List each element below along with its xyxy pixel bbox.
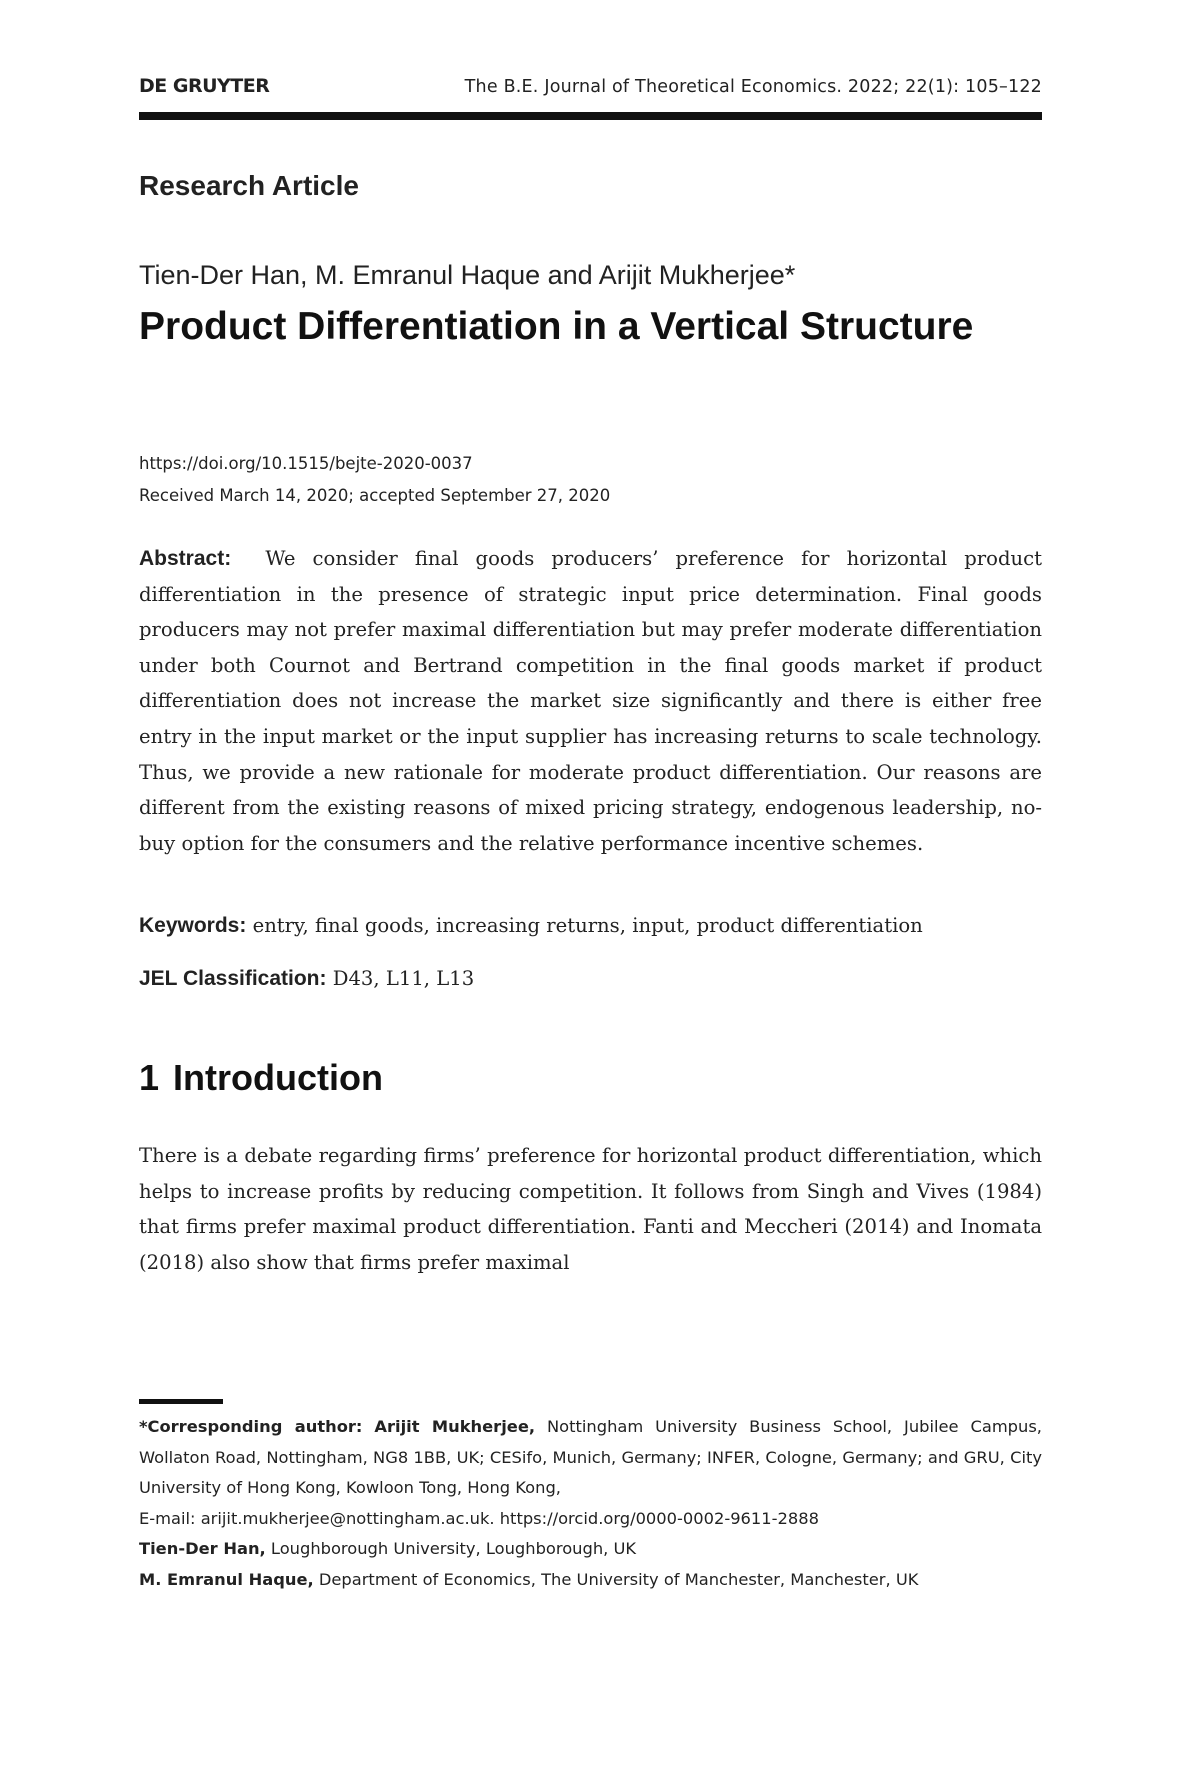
abstract xyxy=(139,541,1042,861)
corresponding-label: *Corresponding author: xyxy=(139,1417,363,1436)
footnote-corresponding xyxy=(139,1412,1042,1504)
article-type: Research Article xyxy=(139,170,359,201)
abstract-label: Abstract: xyxy=(139,547,232,570)
jel-label: JEL Classification: xyxy=(139,967,327,990)
author3-affiliation: Department of Economics, The University of Manchester, Manchester, UK xyxy=(318,1569,919,1589)
footnote-author2 xyxy=(139,1534,1042,1565)
article-title: Product Differentiation in a Vertical Structure xyxy=(139,305,974,348)
footnotes xyxy=(139,1412,1042,1595)
introduction-paragraph: There is a debate regarding firms’ preference for horizontal product differentiation, which helps to increase profits by reducing competition. It follows from Singh and Vives (1984) that firms prefer maximal product differentiation. Fanti and Meccheri (2014) and Inomata (2018) also show that firms prefer maximal xyxy=(139,1144,1042,1274)
footnote-email[interactable]: E-mail: arijit.mukherjee@nottingham.ac.uk. https://orcid.org/0000-0002-9611-2888 xyxy=(139,1508,819,1528)
abstract-text: We consider final goods producers’ preference for horizontal product differentiation in the presence of strategic input price determination. Final goods producers may not prefer maximal differentiation but may prefer moderate differentiation under both Cournot and Bertrand competition in the final goods market if product differentiation does not increase the market size significantly and there is either free entry in the input market or the input supplier has increasing returns to scale technology. Thus, we provide a new rationale for moderate product differentiation. Our reasons are different from the existing reasons of mixed pricing strategy, endogenous leadership, no-buy option for the consumers and the relative performance incentive schemes. xyxy=(139,547,1042,855)
corresponding-affiliation: Nottingham University Business School, Jubilee Campus, Wollaton Road, Nottingham, NG8 1BB, UK; CESifo, Munich, Germany; INFER, Cologne, Germany; and GRU, City University of Hong Kong, Kowloon Tong, Hong Kong, xyxy=(139,1417,1042,1497)
publisher-logo: DE GRUYTER xyxy=(139,75,270,97)
journal-citation: The B.E. Journal of Theoretical Economics. 2022; 22(1): 105–122 xyxy=(464,77,1042,97)
keywords-label: Keywords: xyxy=(139,914,247,937)
section-number: 1 xyxy=(139,1057,160,1098)
keywords xyxy=(139,914,1042,938)
section-heading-introduction xyxy=(139,1057,1042,1099)
author2-affiliation: Loughborough University, Loughborough, UK xyxy=(270,1539,637,1558)
running-header xyxy=(139,75,1042,103)
received-dates: Received March 14, 2020; accepted September 27, 2020 xyxy=(139,486,611,505)
article-meta xyxy=(139,448,1042,512)
footnote-author3 xyxy=(139,1565,1042,1596)
author2-name: Tien-Der Han, xyxy=(139,1539,266,1558)
keywords-text: entry, final goods, increasing returns, input, product differentiation xyxy=(252,914,923,937)
footnote-rule xyxy=(139,1399,223,1404)
jel-codes: D43, L11, L13 xyxy=(332,967,475,990)
header-rule xyxy=(139,112,1042,120)
doi-link[interactable]: https://doi.org/10.1515/bejte-2020-0037 xyxy=(139,454,473,473)
jel-classification xyxy=(139,967,1042,991)
author-list: Tien-Der Han, M. Emranul Haque and Arijit Mukherjee* xyxy=(139,260,796,290)
corresponding-name: Arijit Mukherjee, xyxy=(374,1417,536,1436)
author3-name: M. Emranul Haque, xyxy=(139,1569,314,1589)
section-title: Introduction xyxy=(173,1057,383,1098)
